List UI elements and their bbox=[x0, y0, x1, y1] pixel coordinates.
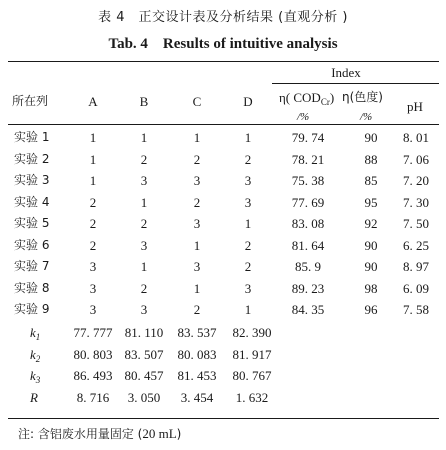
cell-factor-b: 3 bbox=[140, 173, 148, 188]
row-label: 实验 9 bbox=[14, 302, 50, 316]
cell-factor-c: 3 bbox=[193, 173, 201, 188]
header-factor-a: A bbox=[88, 94, 98, 109]
row-label: 实验 4 bbox=[14, 194, 50, 209]
cell-factor-b: 2 bbox=[140, 151, 148, 167]
stat-subscript: 3 bbox=[35, 375, 41, 385]
cell-factor-c: 1 bbox=[193, 280, 201, 296]
stat-value-a: 80. 803 bbox=[73, 346, 113, 362]
stat-value-d: 1. 632 bbox=[235, 389, 269, 405]
stat-value-c: 3. 454 bbox=[180, 389, 214, 405]
cell-cod-removal: 75. 38 bbox=[291, 173, 325, 188]
cell-factor-a: 3 bbox=[89, 302, 97, 317]
stat-value-c: 80. 083 bbox=[177, 346, 217, 362]
cell-factor-b: 3 bbox=[140, 237, 148, 253]
table-title-english: Tab. 4 Results of intuitive analysis bbox=[108, 36, 338, 52]
stat-value-a: 77. 777 bbox=[73, 325, 113, 340]
stat-value-a: 8. 716 bbox=[76, 389, 110, 405]
bottom-rule bbox=[8, 418, 439, 419]
cell-ph: 6. 09 bbox=[403, 280, 429, 296]
cell-factor-d: 2 bbox=[244, 237, 252, 253]
cell-color-removal: 92 bbox=[364, 216, 378, 231]
stat-label bbox=[30, 325, 40, 345]
cell-color-removal: 96 bbox=[364, 302, 378, 317]
stat-symbol: k bbox=[30, 325, 36, 340]
cell-factor-d: 3 bbox=[244, 280, 252, 296]
cell-factor-c: 3 bbox=[193, 259, 201, 274]
stat-label bbox=[30, 390, 38, 410]
stat-symbol: k bbox=[30, 346, 36, 362]
cell-cod-removal: 85. 9 bbox=[295, 259, 321, 274]
cell-cod-removal: 83. 08 bbox=[291, 216, 325, 231]
stat-value-d: 80. 767 bbox=[232, 368, 272, 383]
cell-factor-d: 3 bbox=[244, 173, 252, 188]
stat-value-a: 86. 493 bbox=[73, 368, 113, 383]
stat-value-b: 83. 507 bbox=[124, 346, 164, 362]
row-label: 实验 3 bbox=[14, 173, 50, 187]
cell-factor-b: 1 bbox=[140, 194, 148, 210]
cell-ph: 8. 01 bbox=[403, 130, 429, 145]
header-row-label: 所在列 bbox=[12, 94, 49, 108]
header-color: η(色度) bbox=[342, 90, 383, 104]
header-cod: η( $COD_{Cr}$) bbox=[279, 90, 335, 107]
header-factor-d: D bbox=[243, 94, 253, 109]
cell-factor-a: 1 bbox=[89, 130, 97, 145]
stat-value-b: 81. 110 bbox=[124, 325, 164, 340]
cell-cod-removal: 79. 74 bbox=[291, 130, 325, 145]
cell-factor-d: 3 bbox=[244, 194, 252, 210]
cell-factor-b: 3 bbox=[140, 302, 148, 317]
cell-factor-a: 2 bbox=[89, 216, 97, 231]
cell-factor-c: 2 bbox=[193, 151, 201, 167]
header-factor-b: B bbox=[139, 94, 149, 109]
cell-factor-c: 3 bbox=[193, 216, 201, 231]
cell-cod-removal: 84. 35 bbox=[291, 302, 325, 317]
cell-factor-b: 2 bbox=[140, 280, 148, 296]
table-title-chinese: 表 4 正交设计表及分析结果 (直观分析 ) bbox=[98, 10, 348, 25]
cell-color-removal: 95 bbox=[364, 194, 378, 210]
stat-subscript: 1 bbox=[35, 332, 41, 342]
header-ph: pH bbox=[407, 99, 423, 114]
cell-factor-a: 1 bbox=[89, 173, 97, 188]
stat-value-d: 81. 917 bbox=[232, 346, 272, 362]
header-rule bbox=[8, 124, 439, 125]
stat-value-b: 80. 457 bbox=[124, 368, 164, 383]
cell-color-removal: 90 bbox=[364, 237, 378, 253]
stat-symbol: k bbox=[30, 368, 36, 383]
row-label: 实验 1 bbox=[14, 130, 50, 144]
row-label: 实验 8 bbox=[14, 280, 50, 295]
cell-factor-a: 2 bbox=[89, 194, 97, 210]
cell-factor-c: 2 bbox=[193, 302, 201, 317]
cell-factor-c: 1 bbox=[193, 237, 201, 253]
cell-cod-removal: 81. 64 bbox=[291, 237, 325, 253]
stat-value-c: 81. 453 bbox=[177, 368, 217, 383]
cell-ph: 7. 58 bbox=[403, 302, 429, 317]
row-label: 实验 7 bbox=[14, 259, 50, 273]
cell-factor-d: 2 bbox=[244, 151, 252, 167]
stat-subscript: 2 bbox=[35, 353, 41, 364]
cell-factor-d: 1 bbox=[244, 216, 252, 231]
cell-factor-c: 2 bbox=[193, 194, 201, 210]
cell-cod-removal: 77. 69 bbox=[291, 194, 325, 210]
cell-factor-a: 3 bbox=[89, 280, 97, 296]
cell-ph: 6. 25 bbox=[403, 237, 429, 253]
cell-cod-removal: 89. 23 bbox=[291, 280, 325, 296]
row-label: 实验 6 bbox=[14, 237, 50, 252]
stat-value-b: 3. 050 bbox=[127, 389, 161, 405]
cell-ph: 7. 50 bbox=[403, 216, 429, 231]
cell-factor-d: 2 bbox=[244, 259, 252, 274]
cell-color-removal: 85 bbox=[364, 173, 378, 188]
index-rule bbox=[272, 83, 439, 84]
top-rule bbox=[8, 61, 439, 62]
stat-label bbox=[30, 368, 40, 388]
cell-factor-b: 2 bbox=[140, 216, 148, 231]
cell-factor-a: 1 bbox=[89, 151, 97, 167]
row-label: 实验 2 bbox=[14, 151, 50, 166]
cell-factor-c: 1 bbox=[193, 130, 201, 145]
cell-factor-b: 1 bbox=[140, 130, 148, 145]
row-label: 实验 5 bbox=[14, 216, 50, 230]
cell-color-removal: 98 bbox=[364, 280, 378, 296]
cell-ph: 7. 06 bbox=[403, 151, 429, 167]
table-note: 注: 含铝废水用量固定 (20 mL) bbox=[18, 426, 182, 441]
cell-ph: 8. 97 bbox=[403, 259, 429, 274]
header-color-unit: /% bbox=[360, 111, 373, 123]
cell-factor-a: 2 bbox=[89, 237, 97, 253]
stat-label bbox=[30, 347, 40, 367]
header-index-label: Index bbox=[331, 65, 361, 80]
stat-symbol: R bbox=[30, 389, 38, 405]
cell-ph: 7. 30 bbox=[403, 194, 429, 210]
cell-factor-d: 1 bbox=[244, 302, 252, 317]
cell-color-removal: 90 bbox=[364, 130, 378, 145]
cell-factor-b: 1 bbox=[140, 259, 148, 274]
stat-value-c: 83. 537 bbox=[177, 325, 217, 340]
header-factor-c: C bbox=[192, 94, 202, 109]
cell-factor-a: 3 bbox=[89, 259, 97, 274]
cell-ph: 7. 20 bbox=[403, 173, 429, 188]
cell-cod-removal: 78. 21 bbox=[291, 151, 325, 167]
stat-value-d: 82. 390 bbox=[232, 325, 272, 340]
cell-color-removal: 88 bbox=[364, 151, 378, 167]
cell-color-removal: 90 bbox=[364, 259, 378, 274]
header-cod-unit: /% bbox=[297, 111, 310, 123]
cell-factor-d: 1 bbox=[244, 130, 252, 145]
